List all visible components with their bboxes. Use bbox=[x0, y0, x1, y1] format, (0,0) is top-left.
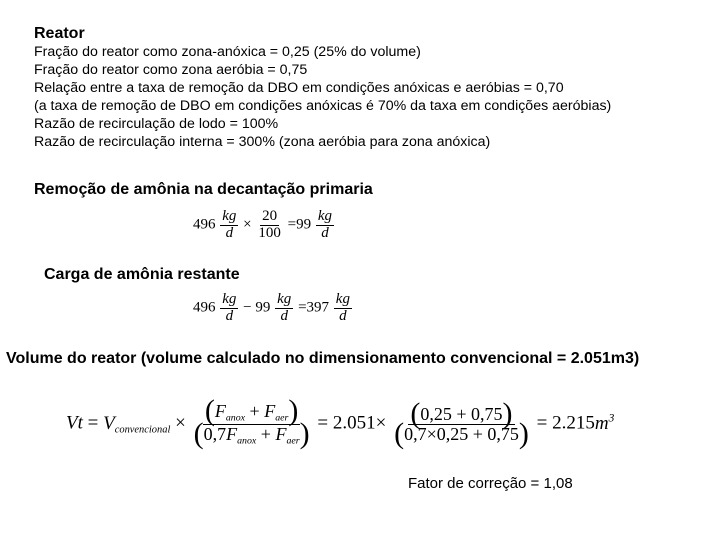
eq-operator: = bbox=[317, 412, 329, 434]
symbolic-fraction: $\frac{(F_{anox} + F_{aer})}{(0,7F_{anox} + F_{aer})}$ bbox=[193, 394, 310, 450]
reactor-line: (a taxa de remoção de DBO em condições anóxicas é 70% da taxa em condições aeróbias) bbox=[34, 98, 612, 114]
correction-factor: Fator de correção = 1,08 bbox=[408, 475, 573, 492]
numeric-fraction: $\frac{(0,25 + 0,75)}{(0,7\times 0,25 + 0,75)}$ bbox=[394, 396, 529, 450]
eq-term: 99 bbox=[255, 299, 271, 316]
unit-fraction: $\frac{kg}{d}$ bbox=[335, 291, 350, 324]
eq-result: 397 bbox=[306, 299, 330, 316]
eq-operator: × bbox=[243, 216, 252, 233]
eq-operator: × bbox=[375, 412, 387, 434]
ammonia-remaining-equation bbox=[193, 292, 353, 325]
vt-symbol: Vt bbox=[66, 412, 83, 434]
unit-m3: $m^3$ bbox=[594, 412, 615, 434]
eq-operator: = bbox=[87, 412, 99, 434]
reactor-line: Razão de recirculação interna = 300% (zona aeróbia para zona anóxica) bbox=[34, 134, 491, 150]
unit-fraction: $\frac{kg}{d}$ bbox=[222, 208, 237, 241]
eq-value: 2.051 bbox=[332, 412, 376, 434]
reactor-line: Relação entre a taxa de remoção da DBO em condições anóxicas e aeróbias = 0,70 bbox=[34, 80, 564, 96]
reactor-parameters bbox=[34, 43, 611, 151]
volume-equation bbox=[66, 394, 615, 450]
unit-fraction: $\frac{kg}{d}$ bbox=[222, 291, 237, 324]
eq-operator: = bbox=[536, 412, 548, 434]
reactor-line: Razão de recirculação de lodo = 100% bbox=[34, 116, 279, 132]
reactor-line: Fração do reator como zona-anóxica = 0,25 (25% do volume) bbox=[34, 44, 421, 60]
ammonia-primary-heading: Remoção de amônia na decantação primaria bbox=[34, 181, 373, 198]
eq-operator: = bbox=[287, 216, 297, 233]
ammonia-remaining-heading: Carga de amônia restante bbox=[44, 266, 240, 283]
eq-result: 99 bbox=[296, 216, 312, 233]
v-symbol: $V_{convencional}$ bbox=[103, 412, 171, 436]
unit-fraction: $\frac{kg}{d}$ bbox=[317, 208, 333, 241]
eq-term: 496 bbox=[193, 216, 216, 233]
eq-operator: × bbox=[175, 412, 186, 434]
unit-fraction: $\frac{kg}{d}$ bbox=[277, 291, 292, 324]
reactor-line: Fração do reator como zona aeróbia = 0,75 bbox=[34, 62, 308, 78]
percent-fraction: $\frac{20}{100}$ bbox=[258, 208, 281, 241]
eq-operator: − bbox=[243, 299, 252, 316]
eq-result: 2.215 bbox=[552, 412, 595, 434]
eq-term: 496 bbox=[193, 299, 216, 316]
volume-heading: Volume do reator (volume calculado no dimensionamento convencional = 2.051m3) bbox=[6, 350, 640, 367]
eq-operator: = bbox=[298, 299, 307, 316]
reactor-title: Reator bbox=[34, 25, 85, 42]
ammonia-primary-equation bbox=[193, 209, 335, 242]
